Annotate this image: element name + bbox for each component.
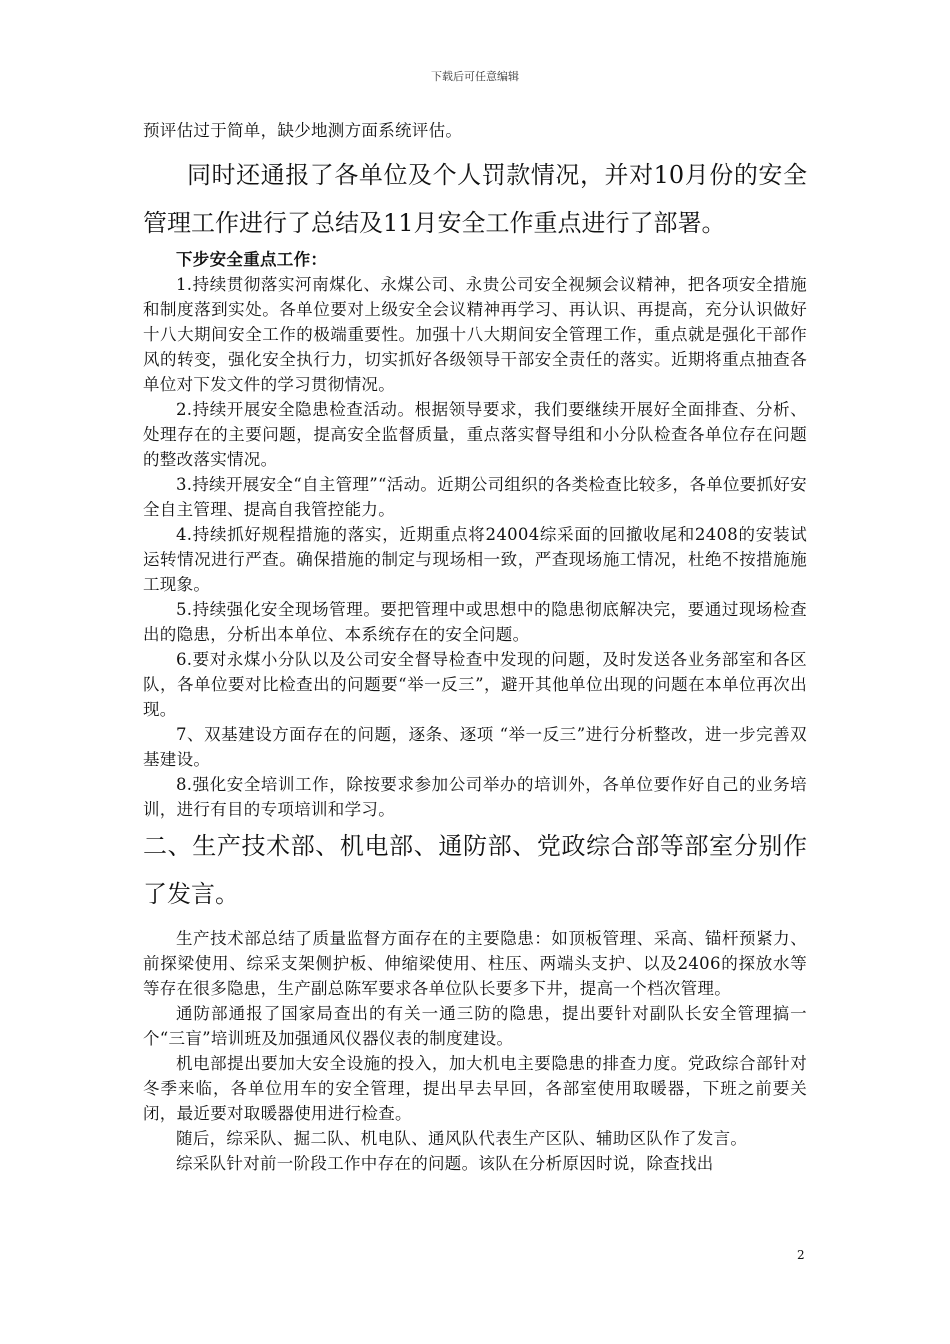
- document-body: [143, 118, 807, 1176]
- list-item-2: 2.持续开展安全隐患检查活动。根据领导要求，我们要继续开展好全面排查、分析、处理存在的主要问题，提高安全监督质量，重点落实督导组和小分队检查各单位存在问题的整改落实情况。: [143, 400, 807, 469]
- list-item-8: 8.强化安全培训工作，除按要求参加公司举办的培训外，各单位要作好自己的业务培训，进行有目的专项培训和学习。: [143, 775, 807, 819]
- paragraph-ventilation: 通防部通报了国家局查出的有关一通三防的隐患，提出要针对副队长安全管理搞一个“三盲”培训班及加强通风仪器仪表的制度建设。: [143, 1004, 807, 1048]
- paragraph-production-tech: 生产技术部总结了质量监督方面存在的主要隐患：如顶板管理、采高、锚杆预紧力、前探梁使用、综采支架侧护板、伸缩梁使用、柱压、两端头支护、以及2406的探放水等等存在很多隐患，生产副总陈军要求各单位队长要多下井，提高一个档次管理。: [143, 929, 807, 998]
- section-heading-departments: 二、生产技术部、机电部、通防部、党政综合部等部室分别作了发言。: [143, 832, 807, 908]
- spacer: [143, 918, 807, 926]
- list-item-3: 3.持续开展安全“自主管理”“活动。近期公司组织的各类检查比较多，各单位要抓好安全自主管理、提高自我管控能力。: [143, 475, 807, 519]
- section-heading-next-steps: 下步安全重点工作：: [176, 250, 328, 269]
- list-item-7: 7、双基建设方面存在的问题，逐条、逐项 “举一反三”进行分析整改，进一步完善双基建设。: [143, 725, 807, 769]
- list-item-6: 6.要对永煤小分队以及公司安全督导检查中发现的问题，及时发送各业务部室和各区队，各单位要对比检查出的问题要“举一反三”，避开其他单位出现的问题在本单位再次出现。: [143, 650, 807, 719]
- paragraph-electromechanical: 机电部提出要加大安全设施的投入，加大机电主要隐患的排查力度。党政综合部针对冬季来临，各单位用车的安全管理，提出早去早回，各部室使用取暖器，下班之前要关闭，最近要对取暖器使用进行检查。: [143, 1054, 807, 1123]
- page-number: 2: [797, 1248, 805, 1262]
- paragraph-assessment: 预评估过于简单，缺少地测方面系统评估。: [143, 121, 463, 140]
- paragraph-summary: 同时还通报了各单位及个人罚款情况，并对10月份的安全管理工作进行了总结及11月安全工作重点进行了部署。: [143, 161, 807, 237]
- paragraph-team-speeches: 随后，综采队、掘二队、机电队、通风队代表生产区队、辅助区队作了发言。: [176, 1129, 748, 1148]
- paragraph-mining-team: 综采队针对前一阶段工作中存在的问题。该队在分析原因时说，除查找出: [176, 1154, 714, 1173]
- list-item-1: 1.持续贯彻落实河南煤化、永煤公司、永贵公司安全视频会议精神，把各项安全措施和制度落到实处。各单位要对上级安全会议精神再学习、再认识、再提高，充分认识做好十八大期间安全工作的极端重要性。加强十八大期间安全管理工作，重点就是强化干部作风的转变，强化安全执行力，切实抓好各级领导干部安全责任的落实。近期将重点抽查各单位对下发文件的学习贯彻情况。: [143, 275, 807, 394]
- list-item-4: 4.持续抓好规程措施的落实，近期重点将24004综采面的回撤收尾和2408的安装试运转情况进行严查。确保措施的制定与现场相一致，严查现场施工情况，杜绝不按措施施工现象。: [143, 525, 807, 594]
- list-item-5: 5.持续强化安全现场管理。要把管理中或思想中的隐患彻底解决完，要通过现场检查出的隐患，分析出本单位、本系统存在的安全问题。: [143, 600, 807, 644]
- page-header: 下载后可任意编辑: [431, 70, 519, 83]
- spacer: [143, 143, 807, 151]
